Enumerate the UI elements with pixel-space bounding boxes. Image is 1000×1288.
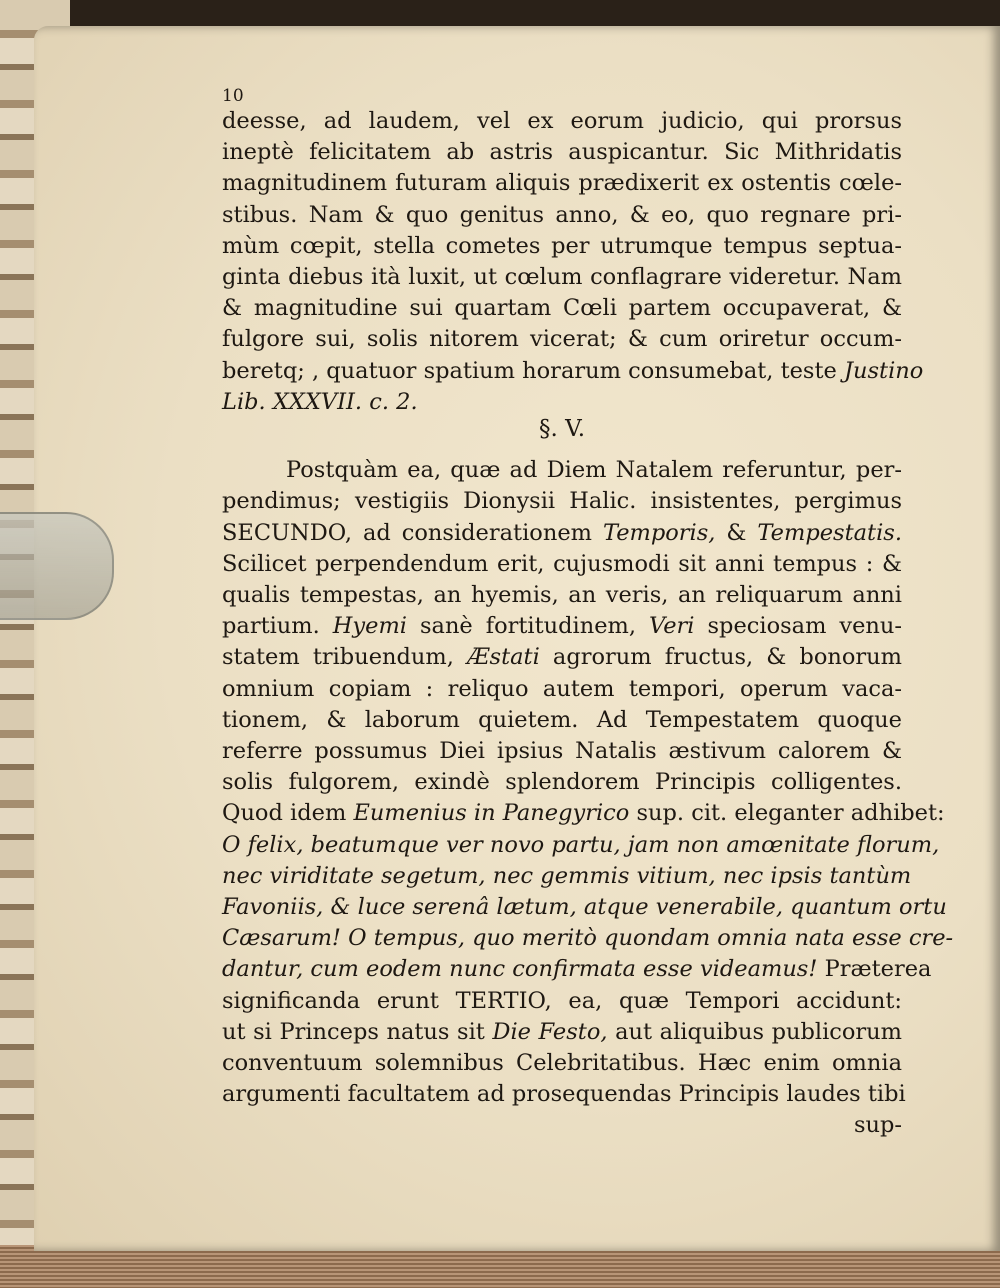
text-segment: Veri bbox=[649, 613, 695, 640]
text-line bbox=[222, 954, 932, 984]
text-segment: solis fulgorem, exindè splendorem Principis colligentes. bbox=[222, 769, 902, 796]
text-line bbox=[222, 705, 902, 735]
text-line bbox=[222, 1079, 906, 1109]
text-segment: statem tribuendum, bbox=[222, 644, 454, 671]
text-line bbox=[222, 200, 902, 230]
text-line bbox=[222, 168, 902, 198]
text-line bbox=[222, 798, 945, 828]
text-line bbox=[222, 356, 924, 386]
text-segment: Die Festo, bbox=[492, 1018, 608, 1045]
text-line bbox=[222, 861, 912, 891]
text-segment: pendimus; vestigiis Dionysii Halic. insistentes, pergimus bbox=[222, 488, 902, 515]
text-line bbox=[222, 642, 902, 672]
text-segment: ineptè felicitatem ab astris auspicantur. Sic Mithridatis bbox=[222, 139, 902, 166]
text-line bbox=[222, 1017, 902, 1047]
text-segment: significanda erunt TERTIO, ea, quæ Tempori accidunt: bbox=[222, 987, 902, 1014]
text-line bbox=[222, 486, 902, 516]
text-segment: Eumenius in Panegyrico bbox=[353, 800, 630, 827]
text-segment: ut si Princeps natus sit bbox=[222, 1018, 485, 1045]
text-segment: Temporis, bbox=[602, 519, 716, 546]
text-line bbox=[222, 262, 902, 292]
text-segment: Scilicet perpendendum erit, cujusmodi sit anni tempus : & bbox=[222, 550, 902, 577]
text-segment: & magnitudine sui quartam Cœli partem occupaverat, & bbox=[222, 295, 902, 322]
text-line bbox=[222, 324, 902, 354]
page-edges bbox=[0, 1245, 1000, 1288]
catchword: sup- bbox=[853, 1112, 902, 1139]
text-segment: Tempestatis. bbox=[757, 519, 902, 546]
text-line bbox=[222, 1048, 902, 1078]
text-segment: Præterea bbox=[824, 956, 932, 983]
text-segment: tionem, & laborum quietem. Ad Tempestatem quoque bbox=[222, 706, 902, 733]
text-segment: sup. cit. eleganter adhibet: bbox=[636, 800, 945, 827]
text-segment: Cæsarum! O tempus, quo meritò quondam omnia nata esse cre- bbox=[222, 925, 954, 952]
text-segment: Justino bbox=[844, 357, 924, 384]
text-segment: mùm cœpit, stella cometes per utrumque tempus septua- bbox=[222, 232, 902, 259]
text-line bbox=[222, 137, 902, 167]
section-heading: §. V. bbox=[538, 416, 586, 442]
text-segment: Favoniis, & luce serenâ lætum, atque venerabile, quantum ortu bbox=[222, 894, 947, 920]
text-segment: beretq; , quatuor spatium horarum consumebat, teste bbox=[222, 357, 837, 384]
text-segment: Quod idem bbox=[222, 800, 347, 827]
text-segment: Postquàm ea, quæ ad Diem Natalem referuntur, per- bbox=[286, 457, 902, 484]
text-line bbox=[222, 892, 947, 922]
text-segment: magnitudinem futuram aliquis prædixerit ex ostentis cœle- bbox=[222, 170, 902, 197]
text-line bbox=[222, 830, 940, 860]
text-line bbox=[222, 736, 902, 766]
text-line bbox=[222, 580, 902, 610]
text-line bbox=[222, 923, 954, 953]
text-segment: fulgore sui, solis nitorem vicerat; & cum oriretur occum- bbox=[222, 326, 902, 353]
text-line bbox=[222, 767, 902, 797]
text-line bbox=[222, 106, 902, 136]
text-segment: nec viriditate segetum, nec gemmis vitium, nec ipsis tantùm bbox=[222, 862, 912, 889]
text-segment: conventuum solemnibus Celebritatibus. Hæc enim omnia bbox=[222, 1050, 902, 1076]
text-segment: referre possumus Diei ipsius Natalis æstivum calorem & bbox=[222, 738, 902, 764]
text-line bbox=[222, 231, 902, 261]
text-line bbox=[222, 293, 902, 323]
text-line bbox=[222, 455, 902, 485]
text-line bbox=[222, 549, 902, 579]
citation-line: Lib. XXXVII. c. 2. bbox=[222, 388, 418, 415]
text-line bbox=[222, 611, 902, 641]
text-segment: qualis tempestas, an hyemis, an veris, an reliquarum anni bbox=[222, 582, 902, 608]
text-line bbox=[222, 674, 902, 704]
text-segment: agrorum fructus, & bonorum bbox=[552, 644, 902, 671]
text-segment: & bbox=[726, 519, 747, 546]
text-segment: Hyemi bbox=[332, 613, 407, 640]
text-segment: speciosam venu- bbox=[707, 613, 903, 640]
page-number: 10 bbox=[222, 86, 244, 106]
page-clip bbox=[0, 512, 114, 620]
text-line bbox=[222, 986, 902, 1016]
text-line bbox=[222, 518, 902, 548]
text-segment: ginta diebus ità luxit, ut cœlum conflagrare videretur. Nam bbox=[222, 264, 902, 290]
text-segment: Æstati bbox=[467, 644, 540, 671]
text-segment: dantur, cum eodem nunc confirmata esse videamus! bbox=[222, 956, 818, 983]
text-segment: O felix, beatumque ver novo partu, jam non amœnitate florum, bbox=[222, 831, 940, 858]
text-segment: sanè fortitudinem, bbox=[419, 613, 637, 640]
text-segment: stibus. Nam & quo genitus anno, & eo, quo regnare pri- bbox=[222, 201, 902, 228]
text-segment: deesse, ad laudem, vel ex eorum judicio, qui prorsus bbox=[222, 108, 902, 134]
text-segment: aut aliquibus publicorum bbox=[615, 1018, 903, 1045]
text-segment: argumenti facultatem ad prosequendas Principis laudes tibi bbox=[222, 1081, 906, 1108]
text-segment: partium. bbox=[222, 613, 320, 640]
text-segment: SECUNDO, ad considerationem bbox=[222, 519, 592, 546]
text-segment: omnium copiam : reliquo autem tempori, operum vaca- bbox=[222, 675, 902, 702]
